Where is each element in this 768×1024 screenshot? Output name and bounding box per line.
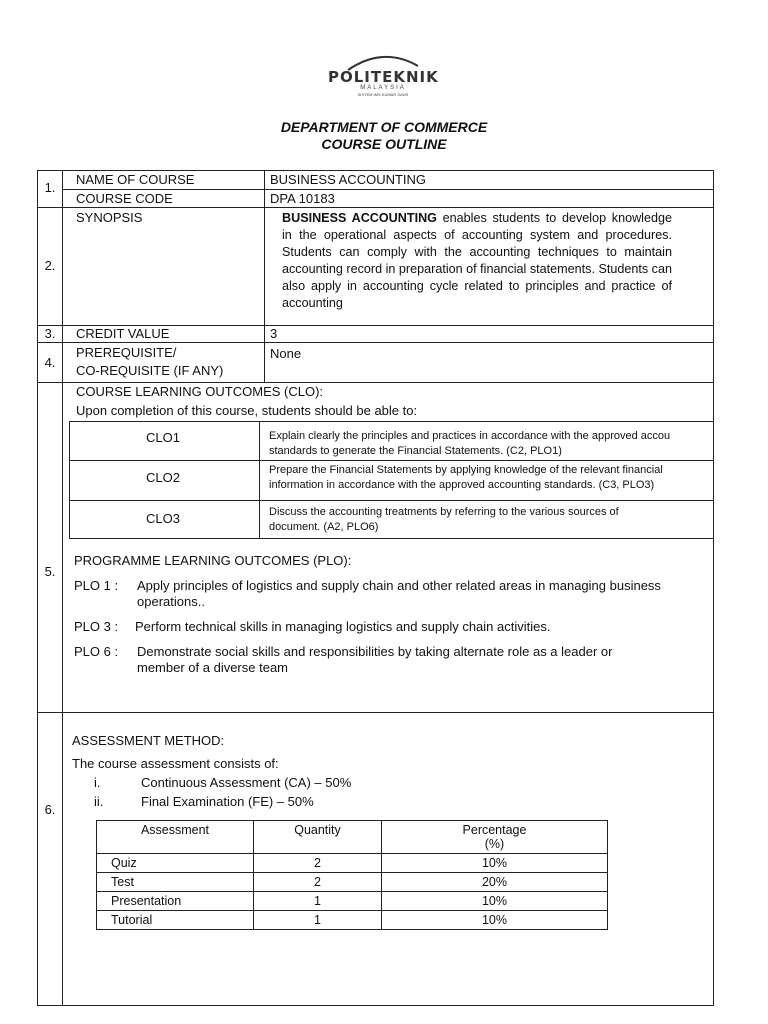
logo-name: POLITEKNIK	[328, 68, 439, 86]
header-assessment: Assessment	[97, 821, 254, 854]
cell-quantity: 2	[254, 854, 382, 873]
cell-percentage: 20%	[382, 873, 608, 892]
clo-1-id: CLO1	[146, 430, 180, 445]
cell-assessment: Test	[97, 873, 254, 892]
clo-2-line1: Prepare the Financial Statements by applying knowledge of the relevant financial	[269, 464, 663, 476]
clo-3-line2: document. (A2, PLO6)	[269, 521, 379, 533]
course-name-label: NAME OF COURSE	[76, 172, 195, 187]
cell-percentage: 10%	[382, 854, 608, 873]
synopsis-lead: BUSINESS ACCOUNTING	[282, 211, 437, 225]
row-number-5: 5.	[44, 564, 56, 579]
plo-6-line2: member of a diverse team	[137, 660, 289, 675]
credit-value-label: CREDIT VALUE	[76, 326, 170, 341]
table-row	[97, 911, 608, 930]
assessment-item-2-marker: ii.	[94, 794, 104, 809]
row-number-4: 4.	[44, 355, 56, 370]
prerequisite-label: PREREQUISITE/	[76, 345, 177, 360]
clo-1-line1: Explain clearly the principles and practices in accordance with the approved accou	[269, 430, 671, 442]
plo-3-line1: Perform technical skills in managing logistics and supply chain activities.	[135, 619, 551, 634]
corequisite-label: CO-REQUISITE (IF ANY)	[76, 363, 224, 378]
table-row	[97, 892, 608, 911]
row-number-2: 2.	[44, 258, 56, 273]
department-title: DEPARTMENT OF COMMERCE	[280, 119, 488, 135]
plo-3-id: PLO 3 :	[74, 619, 119, 634]
clo-2-line2: information in accordance with the approved accounting standards. (C3, PLO3)	[269, 479, 655, 491]
table-row	[97, 854, 608, 873]
plo-6-line1: Demonstrate social skills and responsibilities by taking alternate role as a leader or	[137, 644, 613, 659]
cell-quantity: 2	[254, 873, 382, 892]
header-quantity: Quantity	[254, 821, 382, 854]
politeknik-logo	[328, 52, 438, 98]
header-percentage-unit: (%)	[484, 837, 505, 851]
assessment-item-2: Final Examination (FE) – 50%	[141, 794, 314, 809]
assessment-table	[96, 820, 608, 930]
cell-assessment: Presentation	[97, 892, 254, 911]
plo-1-id: PLO 1 :	[74, 578, 119, 593]
plo-title: PROGRAMME LEARNING OUTCOMES (PLO):	[74, 553, 352, 568]
clo-3-line1: Discuss the accounting treatments by referring to the various sources of	[269, 506, 619, 518]
header-percentage	[382, 821, 608, 854]
row-number-3: 3.	[44, 326, 56, 341]
synopsis-body: enables students to develop knowledge in the operational aspects of accounting system and procedures. Students can comply with the accounting techniques to maintain accounting record in preparation of financial statements. Students can also apply in accounting cycle related to principles and practice of accounting	[282, 211, 672, 310]
cell-quantity: 1	[254, 911, 382, 930]
row-number-1: 1.	[44, 180, 56, 195]
plo-1-line1: Apply principles of logistics and supply chain and other related areas in managing business	[137, 578, 661, 593]
cell-percentage: 10%	[382, 892, 608, 911]
course-code-value: DPA 10183	[270, 191, 335, 206]
document-title: COURSE OUTLINE	[321, 136, 447, 152]
cell-percentage: 10%	[382, 911, 608, 930]
plo-6-id: PLO 6 :	[74, 644, 119, 659]
clo-1-line2: standards to generate the Financial Statements. (C2, PLO1)	[269, 445, 562, 457]
header-percentage-label: Percentage	[462, 823, 527, 837]
clo-intro: Upon completion of this course, students should be able to:	[76, 403, 418, 418]
cell-assessment: Tutorial	[97, 911, 254, 930]
credit-value: 3	[270, 326, 278, 341]
cell-quantity: 1	[254, 892, 382, 911]
clo-3-id: CLO3	[146, 511, 180, 526]
assessment-table-header	[97, 821, 608, 854]
prerequisite-value: None	[270, 346, 302, 361]
synopsis-label: SYNOPSIS	[76, 210, 143, 225]
course-name-value: BUSINESS ACCOUNTING	[270, 172, 427, 187]
synopsis-text	[282, 210, 672, 312]
clo-2-id: CLO2	[146, 470, 180, 485]
assessment-item-1-marker: i.	[94, 775, 101, 790]
logo-tagline: SISTEM IMS KUMAR SADR	[357, 92, 409, 97]
assessment-item-1: Continuous Assessment (CA) – 50%	[141, 775, 352, 790]
course-code-label: COURSE CODE	[76, 191, 173, 206]
clo-title: COURSE LEARNING OUTCOMES (CLO):	[76, 384, 324, 399]
assessment-title: ASSESSMENT METHOD:	[72, 733, 225, 748]
assessment-intro: The course assessment consists of:	[72, 756, 279, 771]
cell-assessment: Quiz	[97, 854, 254, 873]
row-number-6: 6.	[44, 802, 56, 817]
table-row	[97, 873, 608, 892]
plo-1-line2: operations..	[137, 594, 205, 609]
logo-sub: MALAYSIA	[360, 85, 406, 91]
